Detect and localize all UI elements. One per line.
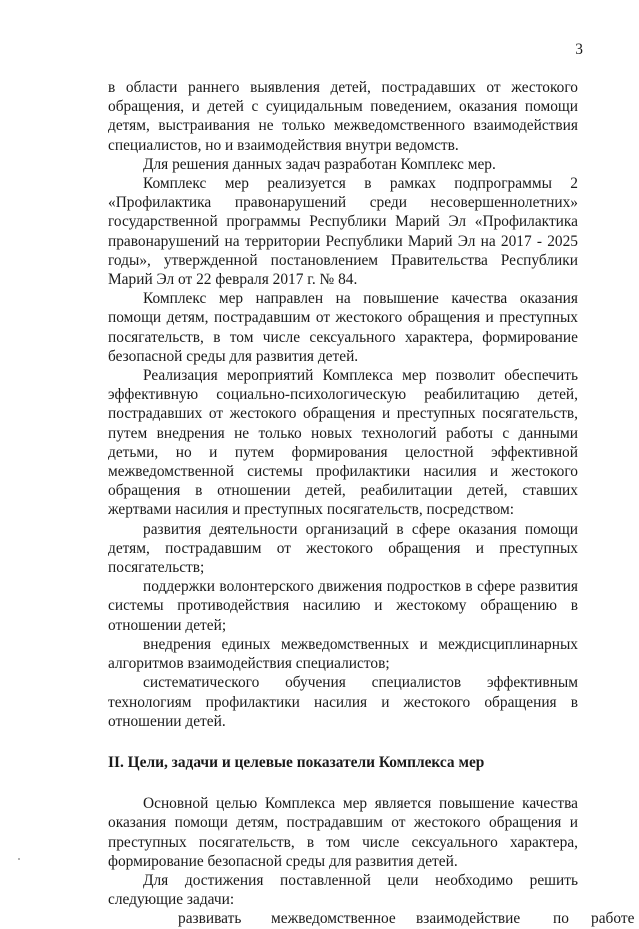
task-word-5: работе bbox=[591, 910, 635, 928]
list-item-algorithms: внедрения единых межведомственных и междисциплинарных алгоритмов взаимодействия специалистов; bbox=[108, 635, 578, 673]
paragraph-3: Комплекс мер реализуется в рамках подпрограммы 2 «Профилактика правонарушений среди несовершеннолетних» государственной программы Республики Марий Эл «Профилактика правонарушений на территории Республики Марий Эл на 2017 - 2025 годы», утвержденной постановлением Правительства Республики Марий Эл от 22 февраля 2017 г. № 84. bbox=[108, 175, 578, 289]
task-word-2: межведомственное bbox=[271, 910, 396, 928]
paragraph-1: в области раннего выявления детей, пострадавших от жестокого обращения, и детей с суицидальным поведением, оказания помощи детям, выстраивания не только межведомственного взаимодействия специалистов, но и взаимодействия внутри ведомств. bbox=[108, 79, 578, 154]
list-item-training: систематического обучения специалистов эффективным технологиям профилактики насилия и жестокого обращения в отношении детей. bbox=[108, 674, 578, 730]
paragraph-2: Для решения данных задач разработан Комплекс мер. bbox=[143, 155, 496, 173]
list-item-volunteer: поддержки волонтерского движения подростков в сфере развития системы противодействия насилию и жестокому обращению в отношении детей; bbox=[108, 578, 578, 634]
paragraph-tasks-intro: Для достижения поставленной цели необходимо решить следующие задачи: bbox=[108, 871, 578, 909]
page-number: 3 bbox=[575, 41, 583, 58]
paragraph-4: Комплекс мер направлен на повышение качества оказания помощи детям, пострадавшим от жестокого обращения и преступных посягательств, в том числе сексуального характера, формирование безопасной среды для развития детей. bbox=[108, 290, 578, 365]
paragraph-goal: Основной целью Комплекса мер является повышение качества оказания помощи детям, пострадавшим от жестокого обращения и преступных посягательств, в том числе сексуального характера, формирование безопасной среды для развития детей. bbox=[108, 795, 578, 870]
paragraph-5: Реализация мероприятий Комплекса мер позволит обеспечить эффективную социально-психологическую реабилитацию детей, пострадавших от жестокого обращения и преступных посягательств, путем внедрения не только новых технологий работы с данными детьми, но и путем формирования целостной эффективной межведомственной системы профилактики насилия и жестокого обращения в отношении детей, реабилитации детей, ставших жертвами насилия и преступных посягательств, посредством: bbox=[108, 367, 578, 519]
task-word-1: развивать bbox=[178, 910, 242, 928]
task-word-3: взаимодействие bbox=[416, 910, 521, 928]
list-item-development: развития деятельности организаций в сфере оказания помощи детям, пострадавшим от жестокого обращения и преступных посягательств; bbox=[108, 520, 578, 577]
document-body bbox=[108, 78, 635, 929]
section-heading: II. Цели, задачи и целевые показатели Комплекса мер bbox=[108, 753, 485, 771]
paragraph-task-start bbox=[108, 909, 635, 928]
task-word-4: по bbox=[553, 910, 569, 928]
scan-speck bbox=[18, 858, 20, 860]
